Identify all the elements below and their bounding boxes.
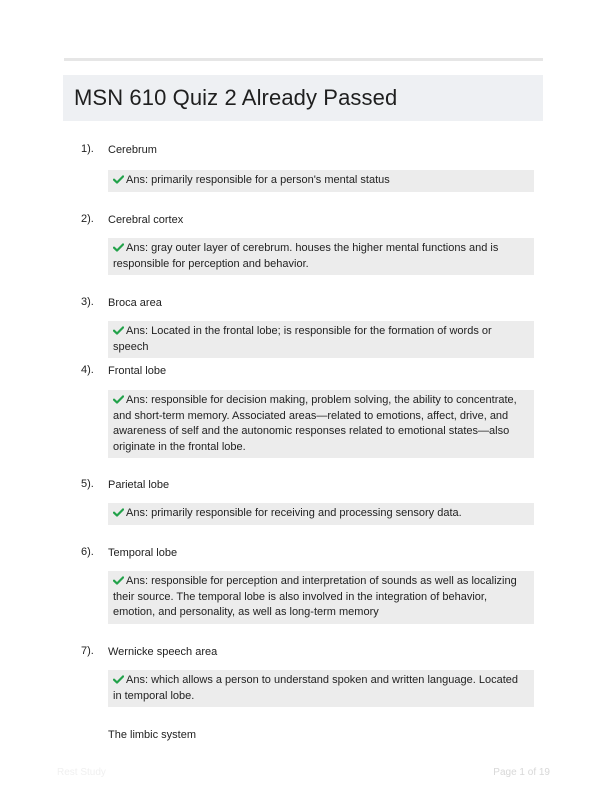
check-icon bbox=[113, 508, 124, 517]
question-number: 1). bbox=[81, 143, 94, 155]
check-icon bbox=[113, 576, 124, 585]
answer-text: responsible for perception and interpretation of sounds as well as localizing their source. The temporal lobe is also involved in the integration of behavior, emotion, and personality, as well as long-term memory bbox=[113, 575, 517, 619]
question-number: 3). bbox=[81, 296, 94, 308]
answer-text: gray outer layer of cerebrum. houses the higher mental functions and is responsible for perception and behavior. bbox=[113, 242, 499, 270]
answer-prefix: Ans: bbox=[126, 174, 149, 186]
answer-box bbox=[108, 571, 534, 624]
question-term: Temporal lobe bbox=[108, 547, 178, 559]
answer-prefix: Ans: bbox=[126, 394, 149, 406]
top-divider bbox=[64, 58, 543, 61]
trailing-question-term: The limbic system bbox=[108, 729, 197, 741]
question-term: Cerebrum bbox=[108, 144, 157, 156]
answer-text: primarily responsible for receiving and processing sensory data. bbox=[151, 507, 462, 519]
question-number: 7). bbox=[81, 645, 94, 657]
answer-text: primarily responsible for a person's mental status bbox=[151, 174, 390, 186]
question-number: 4). bbox=[81, 364, 94, 376]
question-term: Frontal lobe bbox=[108, 365, 167, 377]
answer-box bbox=[108, 503, 534, 525]
question-term: Cerebral cortex bbox=[108, 214, 184, 226]
answer-prefix: Ans: bbox=[126, 242, 149, 254]
answer-box bbox=[108, 390, 534, 458]
question-term: Wernicke speech area bbox=[108, 646, 218, 658]
title-banner bbox=[63, 75, 543, 121]
answer-prefix: Ans: bbox=[126, 674, 149, 686]
footer-brand: Rest Study bbox=[57, 767, 106, 778]
answer-text: Located in the frontal lobe; is responsible for the formation of words or speech bbox=[113, 325, 492, 353]
check-icon bbox=[113, 395, 124, 404]
answer-box bbox=[108, 321, 534, 358]
page-title: MSN 610 Quiz 2 Already Passed bbox=[74, 85, 398, 110]
question-term: Broca area bbox=[108, 297, 162, 309]
answer-box bbox=[108, 670, 534, 707]
question-number: 5). bbox=[81, 478, 94, 490]
answer-prefix: Ans: bbox=[126, 575, 149, 587]
answer-text: responsible for decision making, problem solving, the ability to concentrate, and short-term memory. Associated areas—related to emotions, affect, drive, and awareness of self and the autonomic responses related to emotional states—also originate in the frontal lobe. bbox=[113, 394, 517, 453]
answer-box bbox=[108, 170, 534, 192]
question-number: 6). bbox=[81, 546, 94, 558]
check-icon bbox=[113, 326, 124, 335]
answer-prefix: Ans: bbox=[126, 507, 149, 519]
question-term: Parietal lobe bbox=[108, 479, 170, 491]
answer-box bbox=[108, 238, 534, 275]
check-icon bbox=[113, 675, 124, 684]
answer-text: which allows a person to understand spoken and written language. Located in temporal lobe. bbox=[113, 674, 518, 702]
page-indicator: Page 1 of 19 bbox=[493, 767, 550, 778]
check-icon bbox=[113, 175, 124, 184]
question-number: 2). bbox=[81, 213, 94, 225]
check-icon bbox=[113, 243, 124, 252]
answer-prefix: Ans: bbox=[126, 325, 149, 337]
